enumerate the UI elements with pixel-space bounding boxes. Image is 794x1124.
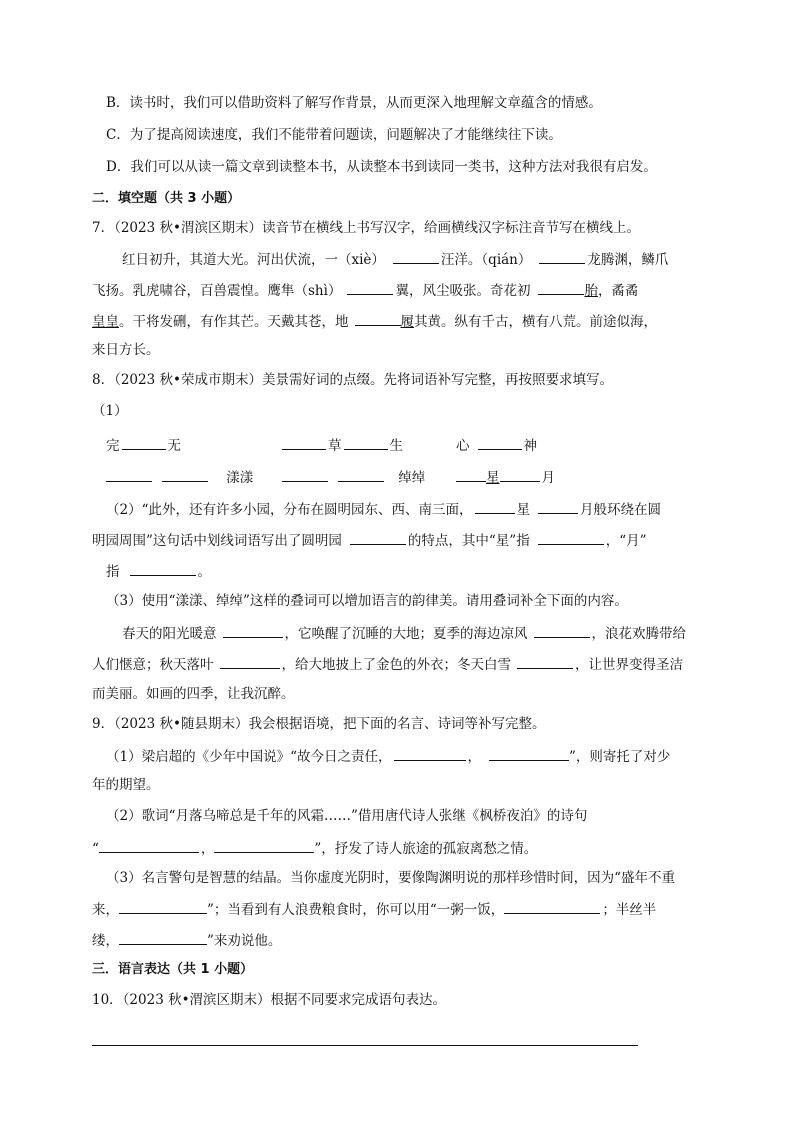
answer-line[interactable]: [92, 1045, 638, 1046]
question-8-part-2-line-1: （2）“此外，还有许多小园，分布在圆明园东、西、南三面， 星 月般环绕在圆: [106, 499, 661, 519]
blank[interactable]: [517, 654, 573, 669]
blank[interactable]: [538, 530, 604, 545]
word-fill-5: 绰绰: [282, 466, 425, 486]
question-8-stem: 8．（2023 秋•荣成市期末）美景需好词的点缀。先将词语补写完整，再按照要求填写。: [92, 372, 613, 388]
option-c: C．为了提高阅读速度，我们不能带着问题读，问题解决了才能继续往下读。: [106, 127, 562, 143]
question-8-part-2-line-3: 指 。: [106, 561, 211, 581]
blank[interactable]: [500, 467, 540, 482]
question-9-part-3-line-1: （3）名言警句是智慧的结晶。当你虚度光阴时，要像陶渊明说的那样珍惜时间，因为“盛年不重: [106, 870, 675, 886]
blank[interactable]: [99, 838, 199, 853]
blank[interactable]: [338, 467, 384, 482]
blank[interactable]: [119, 899, 207, 914]
question-8-part-2-line-2: 明园周围”这句话中划线词语写出了圆明园 的特点，其中“星”指 ，“月”: [92, 530, 647, 550]
question-9-part-1-line-1: （1）梁启超的《少年中国说》“故今日之责任， ， ”，则寄托了对少: [106, 746, 670, 766]
blank[interactable]: [534, 623, 590, 638]
question-9-stem: 9．（2023 秋•随县期末）我会根据语境，把下面的名言、诗词等补写完整。: [92, 716, 546, 732]
section-title-language-expression: 三．语言表达（共 1 小题）: [92, 962, 254, 977]
blank[interactable]: [538, 499, 578, 514]
question-8-part-3-line-1: 春天的阳光暖意 ，它唤醒了沉睡的大地；夏季的海边凉风 ，浪花欢腾带给: [122, 623, 686, 643]
question-8-part-3-stem: （3）使用“漾漾、绰绰”这样的叠词可以增加语言的韵律美。请用叠词补全下面的内容。: [106, 593, 628, 609]
blank[interactable]: [130, 561, 196, 576]
word-fill-4: 漾漾: [106, 466, 253, 486]
blank[interactable]: [347, 280, 393, 295]
blank[interactable]: [504, 899, 600, 914]
blank[interactable]: [350, 530, 406, 545]
blank[interactable]: [394, 746, 466, 761]
question-7-line-3: 皇皇。干将发硎，有作其芒。天戴其苍，地 履其黄。纵有千古，横有八荒。前途似海，: [92, 311, 657, 331]
question-10-stem: 10．（2023 秋•渭滨区期末）根据不同要求完成语句表达。: [92, 992, 447, 1008]
blank[interactable]: [539, 249, 585, 264]
question-8-part-3-line-2: 人们惬意；秋天落叶 ，给大地披上了金色的外衣；冬天白雪 ，让世界变得圣洁: [92, 654, 683, 674]
question-9-part-2-line-2: “ ， ”，抒发了诗人旅途的孤寂离愁之情。: [92, 838, 537, 858]
blank[interactable]: [489, 746, 569, 761]
word-fill-1: 完 无: [106, 434, 181, 454]
blank[interactable]: [162, 467, 208, 482]
question-9-part-1-line-2: 年的期望。: [92, 777, 160, 793]
question-7-line-4: 来日方长。: [92, 342, 160, 358]
question-9-part-3-line-3: 缕， ”来劝说他。: [92, 930, 281, 950]
blank[interactable]: [475, 499, 515, 514]
word-fill-3: 心 神: [456, 434, 537, 454]
blank[interactable]: [220, 654, 280, 669]
blank[interactable]: [478, 435, 522, 450]
word-fill-2: 草 生: [282, 434, 403, 454]
question-9-part-3-line-2: 来， ”；当看到有人浪费粮食时，你可以用“一粥一饭， ；半丝半: [92, 899, 656, 919]
blank[interactable]: [355, 311, 401, 326]
blank[interactable]: [122, 435, 166, 450]
blank[interactable]: [344, 435, 388, 450]
blank[interactable]: [393, 249, 439, 264]
blank[interactable]: [119, 930, 207, 945]
section-title-fill-blank: 二．填空题（共 3 小题）: [92, 191, 241, 206]
question-7-line-2: 飞扬。乳虎啸谷，百兽震惶。鹰隼（shì） 翼，风尘吸张。奇花初 胎，矞矞: [92, 280, 638, 300]
question-8-part-3-line-3: 而美丽。如画的四季，让我沉醉。: [92, 686, 295, 702]
blank[interactable]: [282, 435, 326, 450]
blank[interactable]: [538, 280, 584, 295]
blank[interactable]: [282, 467, 328, 482]
blank[interactable]: [456, 467, 486, 482]
question-7-stem: 7．（2023 秋•渭滨区期末）读音节在横线上书写汉字，给画横线汉字标注音节写在横线上。: [92, 220, 640, 236]
question-9-part-2-line-1: （2）歌词“月落乌啼总是千年的风霜……”借用唐代诗人张继《枫桥夜泊》的诗句: [106, 808, 588, 824]
blank[interactable]: [106, 467, 152, 482]
question-8-part-1-label: （1）: [92, 403, 128, 419]
word-fill-6: 星 月: [456, 466, 555, 486]
question-7-line-1: 红日初升，其道大光。河出伏流，一（xiè） 汪洋。（qián） 龙腾渊，鳞爪: [122, 249, 668, 269]
blank[interactable]: [223, 623, 283, 638]
option-d: D．我们可以从读一篇文章到读整本书，从读整本书到读同一类书，这种方法对我很有启发。: [106, 159, 657, 175]
blank[interactable]: [214, 838, 314, 853]
option-b: B．读书时，我们可以借助资料了解写作背景，从而更深入地理解文章蕴含的情感。: [106, 95, 602, 111]
